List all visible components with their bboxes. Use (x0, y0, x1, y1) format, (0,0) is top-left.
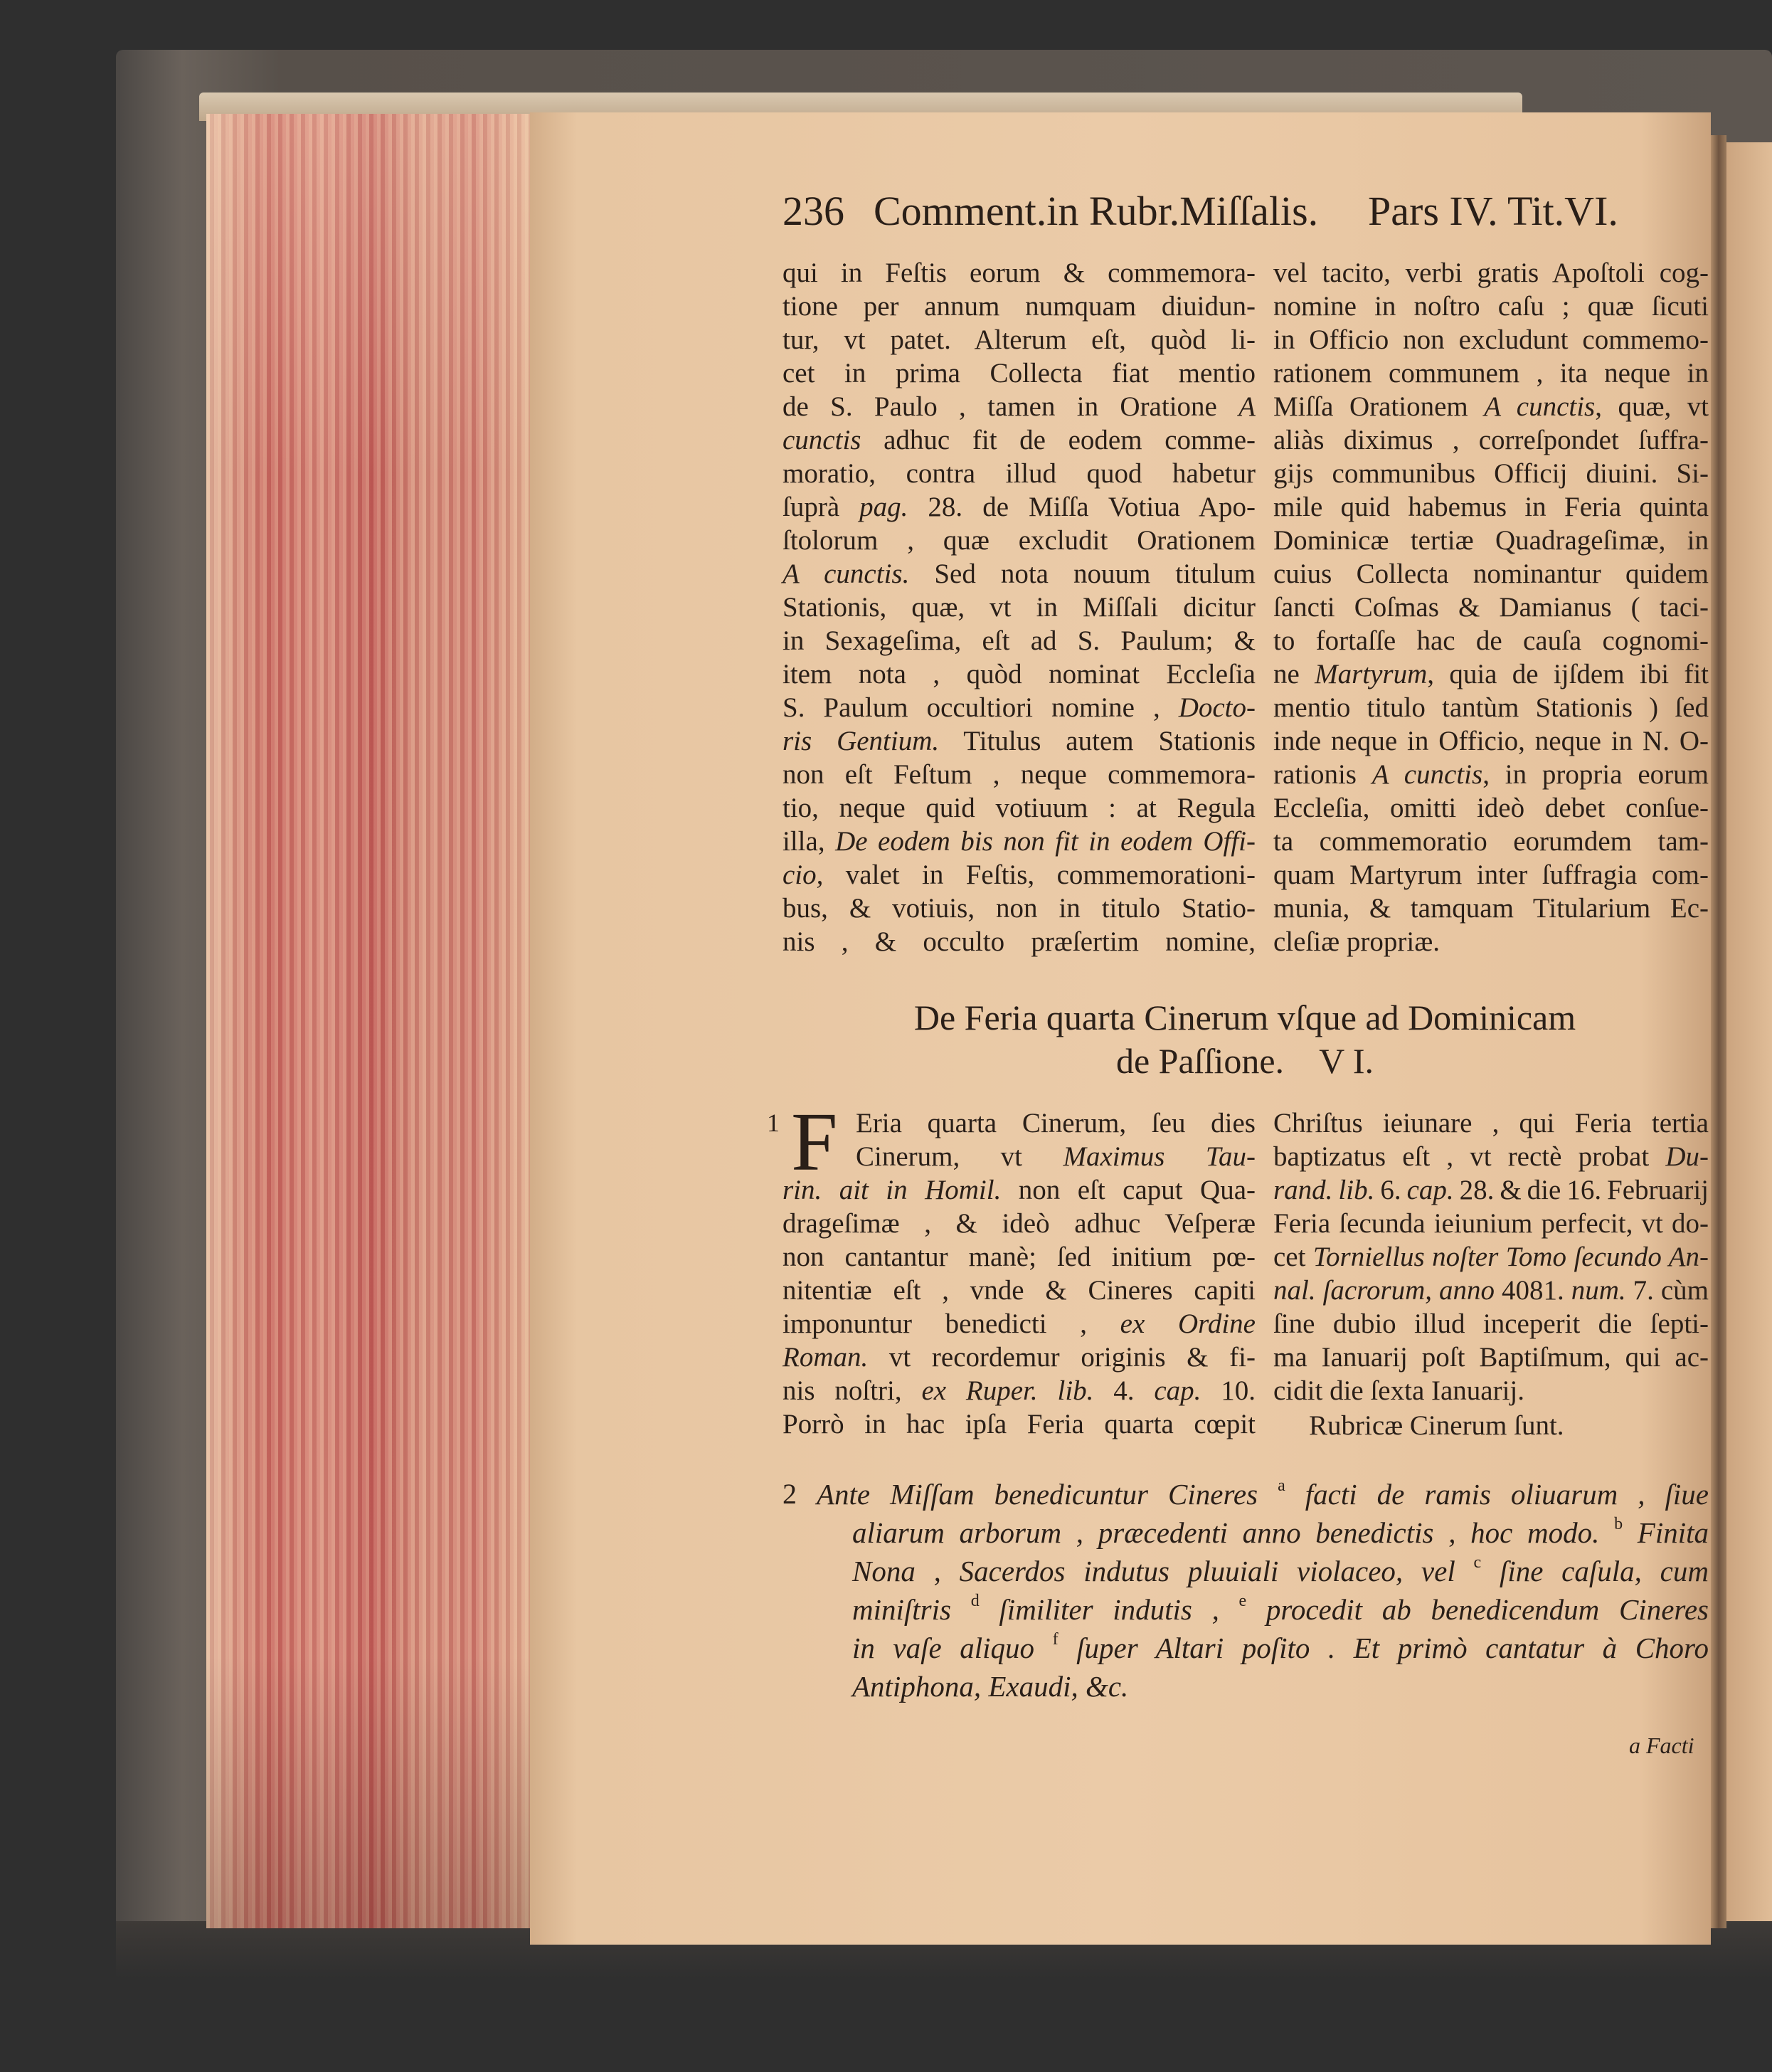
text-segment: cet in prima Collecta fiat mentio (782, 358, 1256, 388)
italic-text: cap. (1406, 1175, 1454, 1205)
text-segment: aliarum arborum , præcedenti anno benedictis , hoc modo. (852, 1516, 1615, 1549)
red-fore-edge (206, 114, 541, 1928)
text-segment: item nota , quòd nominat Eccleſia (782, 659, 1256, 689)
text-segment: aliàs diximus , correſpondet ſuffra- (1273, 425, 1709, 455)
facing-page-edge (1726, 142, 1772, 1921)
text-line (1273, 657, 1709, 691)
text-segment: ſuprà (782, 492, 860, 522)
text-line (1273, 557, 1709, 591)
text-segment: vel tacito, verbi gratis Apoſtoli cog- (1273, 258, 1709, 288)
italic-text: ris Gentium. (782, 726, 940, 756)
text-segment: Antiphona, Exaudi, &c. (852, 1670, 1129, 1703)
italic-text: nal. ſacrorum, anno (1273, 1275, 1495, 1306)
text-line (782, 691, 1256, 724)
text-line (1273, 1140, 1709, 1173)
text-segment: bus, & votiuis, non in titulo Statio- (782, 893, 1256, 924)
text-segment: ſtolorum , quæ excludit Orationem (782, 525, 1256, 556)
text-line (782, 356, 1256, 390)
section1-right-column (1273, 1106, 1709, 1407)
text-segment: Miſſa Orationem (1273, 391, 1485, 422)
text-segment: nitentiæ eſt , vnde & Cineres capiti (782, 1275, 1256, 1306)
text-line (1273, 256, 1709, 290)
text-segment: ſancti Coſmas & Damianus ( taci- (1273, 592, 1709, 623)
text-segment: imponuntur benedicti , (782, 1309, 1120, 1339)
text-line (782, 1341, 1256, 1374)
italic-text: A cunctis (1484, 391, 1596, 422)
text-segment: cet (1273, 1242, 1313, 1272)
text-segment: mentio titulo tantùm Stationis ) ſed (1273, 692, 1709, 723)
text-segment: 4081. (1495, 1275, 1571, 1306)
text-segment: to fortaſſe hac de cauſa cognomi- (1273, 625, 1709, 656)
text-line (782, 657, 1256, 691)
text-line (856, 1140, 1256, 1173)
italic-text: Du- (1665, 1141, 1709, 1172)
section1-left-column (782, 1173, 1256, 1441)
text-segment: nomine in noſtro caſu ; quæ ſicuti (1273, 291, 1709, 322)
text-line (782, 524, 1256, 557)
text-line (817, 1513, 1709, 1552)
text-line (782, 1173, 1256, 1207)
text-segment: 7. cùm (1625, 1275, 1709, 1306)
text-segment: Chriſtus ieiunare , qui Feria tertia (1273, 1108, 1709, 1138)
text-line (782, 1207, 1256, 1240)
text-segment: valet in Feſtis, commemorationi- (823, 860, 1256, 890)
text-segment: tione per annum numquam diuidun- (782, 291, 1256, 322)
text-segment: in Officio non excludunt commemo- (1273, 324, 1709, 355)
italic-text: cunctis (782, 425, 861, 455)
text-line (1273, 390, 1709, 423)
text-segment: rationis (1273, 759, 1372, 790)
text-line (782, 925, 1256, 958)
italic-text: rin. ait in Homil. (782, 1175, 1002, 1205)
text-line (1273, 892, 1709, 925)
text-line (1273, 825, 1709, 858)
text-line (782, 1407, 1256, 1441)
text-line (817, 1552, 1709, 1590)
text-line (1273, 1207, 1709, 1240)
text-segment: rationem communem , ita neque in (1273, 358, 1709, 388)
text-line (1273, 1374, 1709, 1407)
text-line (782, 1374, 1256, 1407)
text-line (817, 1590, 1709, 1629)
italic-text: ex Ordine (1120, 1309, 1256, 1339)
text-segment: 10. (1201, 1375, 1256, 1406)
text-segment: in vaſe aliquo (852, 1632, 1053, 1664)
text-segment: nis , & occulto præſertim nomine, (782, 926, 1256, 957)
footnote-marker: b (1614, 1515, 1623, 1533)
text-line (782, 390, 1256, 423)
italic-text: ex Ruper. lib. (921, 1375, 1094, 1406)
text-segment: Cinerum, vt (856, 1141, 1063, 1172)
text-line (1273, 1274, 1709, 1307)
footnote-marker: a (1278, 1476, 1285, 1495)
text-line (1273, 356, 1709, 390)
text-line (782, 457, 1256, 490)
italic-text: rand. lib. (1273, 1175, 1375, 1205)
italic-text: Maximus Tau- (1063, 1141, 1256, 1172)
text-line (1273, 791, 1709, 825)
text-segment: Finita (1623, 1516, 1709, 1549)
section2-rubric (817, 1475, 1709, 1706)
text-line (1273, 457, 1709, 490)
text-segment: drageſimæ , & ideò adhuc Veſperæ (782, 1208, 1256, 1239)
text-line (1273, 490, 1709, 524)
text-line (782, 490, 1256, 524)
text-segment: ſimiliter indutis , (979, 1593, 1239, 1626)
text-line (782, 1307, 1256, 1341)
text-segment: moratio, contra illud quod habetur (782, 458, 1256, 489)
italic-text: pag. (859, 492, 908, 522)
gutter-shadow (1711, 135, 1726, 1928)
text-segment: Porrò in hac ipſa Feria quarta cœpit (782, 1409, 1256, 1439)
text-line (1273, 691, 1709, 724)
text-line (1273, 1106, 1709, 1140)
text-segment: miniſtris (852, 1593, 971, 1626)
text-segment: Titulus autem Stationis (939, 726, 1256, 756)
text-segment: Nona , Sacerdos indutus pluuiali violaceo, vel (852, 1555, 1474, 1587)
text-segment: 28. de Miſſa Votiua Apo- (908, 492, 1256, 522)
text-line (1273, 758, 1709, 791)
footnote-marker: c (1473, 1553, 1482, 1572)
part-title: Pars IV. Tit.VI. (1368, 188, 1618, 234)
text-segment: Feria ſecunda ieiunium perfecit, vt do- (1273, 1208, 1709, 1239)
text-segment: Ante Miſſam benedicuntur Cineres (817, 1478, 1278, 1511)
page-number: 236 (782, 188, 844, 234)
section-heading-line-2: de Paſſione. V I. (1115, 1041, 1374, 1081)
italic-text: Docto- (1178, 692, 1256, 723)
paragraph-number-2: 2 (782, 1478, 797, 1510)
section-heading-line-1: De Feria quarta Cinerum vſque ad Dominicam (913, 998, 1576, 1037)
text-segment: 28. & die 16. Februarij (1453, 1175, 1709, 1205)
italic-text: A cunctis (1372, 759, 1483, 790)
text-segment: 4. (1093, 1375, 1155, 1406)
text-line (1273, 591, 1709, 624)
text-line (1273, 423, 1709, 457)
catchword: a Facti (1629, 1733, 1694, 1758)
rubric-note: Rubricæ Cinerum ſunt. (1309, 1410, 1564, 1441)
text-line (1273, 323, 1709, 356)
text-line (782, 1240, 1256, 1274)
top-left-column (782, 256, 1256, 958)
text-line (782, 256, 1256, 290)
text-line (782, 825, 1256, 858)
text-segment: ne (1273, 659, 1315, 689)
text-line (1273, 1240, 1709, 1274)
text-line (856, 1106, 1256, 1140)
text-segment: Sed nota nouum titulum (909, 559, 1256, 589)
text-line (782, 724, 1256, 758)
text-segment: de S. Paulo , tamen in Oratione (782, 391, 1239, 422)
text-segment: gijs communibus Officij diuini. Si- (1273, 458, 1709, 489)
italic-text: cio, (782, 860, 824, 890)
text-segment: Dominicæ tertiæ Quadrageſimæ, in (1273, 525, 1709, 556)
text-line (1273, 624, 1709, 657)
text-segment: inde neque in Officio, neque in N. O- (1273, 726, 1709, 756)
text-line (1273, 724, 1709, 758)
top-right-column (1273, 256, 1709, 958)
text-line (782, 892, 1256, 925)
italic-text: Torniellus noſter Tomo ſecundo An- (1312, 1242, 1709, 1272)
drop-cap: F (791, 1095, 838, 1188)
italic-text: Martyrum (1315, 659, 1428, 689)
text-segment: cuius Collecta nominantur quidem (1273, 559, 1709, 589)
text-segment: , quæ, vt (1595, 391, 1709, 422)
text-segment: ta commemoratio eorumdem tam- (1273, 826, 1709, 857)
text-line (817, 1667, 1709, 1706)
text-line (782, 1274, 1256, 1307)
text-segment: Eccleſia, omitti ideò debet conſue- (1273, 793, 1709, 823)
running-header (781, 189, 1706, 234)
italic-text: cap. (1154, 1375, 1201, 1406)
text-segment: ſine caſula, cum (1481, 1555, 1709, 1587)
text-line (1273, 1173, 1709, 1207)
text-line (782, 858, 1256, 892)
text-segment: , in propria eorum (1482, 759, 1709, 790)
text-line (782, 323, 1256, 356)
text-segment: nis noſtri, (782, 1375, 922, 1406)
text-segment: ma Ianuarij poſt Baptiſmum, qui ac- (1273, 1342, 1709, 1373)
text-segment: qui in Feſtis eorum & commemora- (782, 258, 1256, 288)
text-segment: adhuc fit de eodem comme- (861, 425, 1256, 455)
text-line (1273, 925, 1709, 958)
text-segment: vt recordemur originis & fi- (868, 1342, 1256, 1373)
text-segment: 6. (1374, 1175, 1407, 1205)
text-segment: tio, neque quid votiuum : at Regula (782, 793, 1256, 823)
text-segment: non eſt Feſtum , neque commemora- (782, 759, 1256, 790)
text-line (782, 591, 1256, 624)
running-title: Comment.in Rubr.Miſſalis. (874, 188, 1319, 234)
italic-text: De eodem bis non fit in eodem Offi- (835, 826, 1256, 857)
footnote-marker: f (1052, 1630, 1059, 1649)
text-line (782, 624, 1256, 657)
text-segment: in Sexageſima, eſt ad S. Paulum; & (782, 625, 1256, 656)
paragraph-number-1: 1 (767, 1109, 780, 1137)
text-segment: procedit ab benedicendum Cineres (1246, 1593, 1709, 1626)
text-segment: baptizatus eſt , vt rectè probat (1273, 1141, 1666, 1172)
italic-text: Roman. (782, 1342, 869, 1373)
text-segment: illa, (782, 826, 836, 857)
text-line (1273, 858, 1709, 892)
text-line (1273, 1341, 1709, 1374)
text-line (1273, 1307, 1709, 1341)
text-segment: cidit die ſexta Ianuarij. (1273, 1375, 1525, 1406)
text-line (782, 557, 1256, 591)
text-segment: mile quid habemus in Feria quinta (1273, 492, 1709, 522)
italic-text: A cunctis. (782, 559, 910, 589)
text-segment: Stationis, quæ, vt in Miſſali dicitur (782, 592, 1256, 623)
italic-text: A (1238, 391, 1256, 422)
text-line (817, 1475, 1709, 1513)
text-segment: quam Martyrum inter ſuffragia com- (1273, 860, 1709, 890)
footnote-marker: d (970, 1592, 980, 1610)
section1-left-indented (856, 1106, 1256, 1173)
text-line (782, 791, 1256, 825)
text-line (817, 1629, 1709, 1667)
text-line (782, 290, 1256, 323)
text-segment: cleſiæ propriæ. (1273, 926, 1440, 957)
italic-text: num. (1571, 1275, 1626, 1306)
text-segment: S. Paulum occultiori nomine , (782, 692, 1179, 723)
text-segment: Eria quarta Cinerum, ſeu dies (856, 1108, 1256, 1138)
text-segment: , quia de ijſdem ibi fit (1427, 659, 1709, 689)
text-segment: non cantantur manè; ſed initium pœ- (782, 1242, 1256, 1272)
text-line (1273, 524, 1709, 557)
text-segment: facti de ramis oliuarum , ſiue (1285, 1478, 1709, 1511)
text-segment: non eſt caput Qua- (1001, 1175, 1256, 1205)
footnote-marker: e (1238, 1592, 1247, 1610)
text-line (782, 423, 1256, 457)
text-segment: ſine dubio illud inceperit die ſepti- (1273, 1309, 1709, 1339)
text-segment: ſuper Altari poſito . Et primò cantatur à Choro (1058, 1632, 1709, 1664)
text-line (1273, 290, 1709, 323)
text-segment: munia, & tamquam Titularium Ec- (1273, 893, 1709, 924)
text-line (782, 758, 1256, 791)
text-segment: tur, vt patet. Alterum eſt, quòd li- (782, 324, 1256, 355)
